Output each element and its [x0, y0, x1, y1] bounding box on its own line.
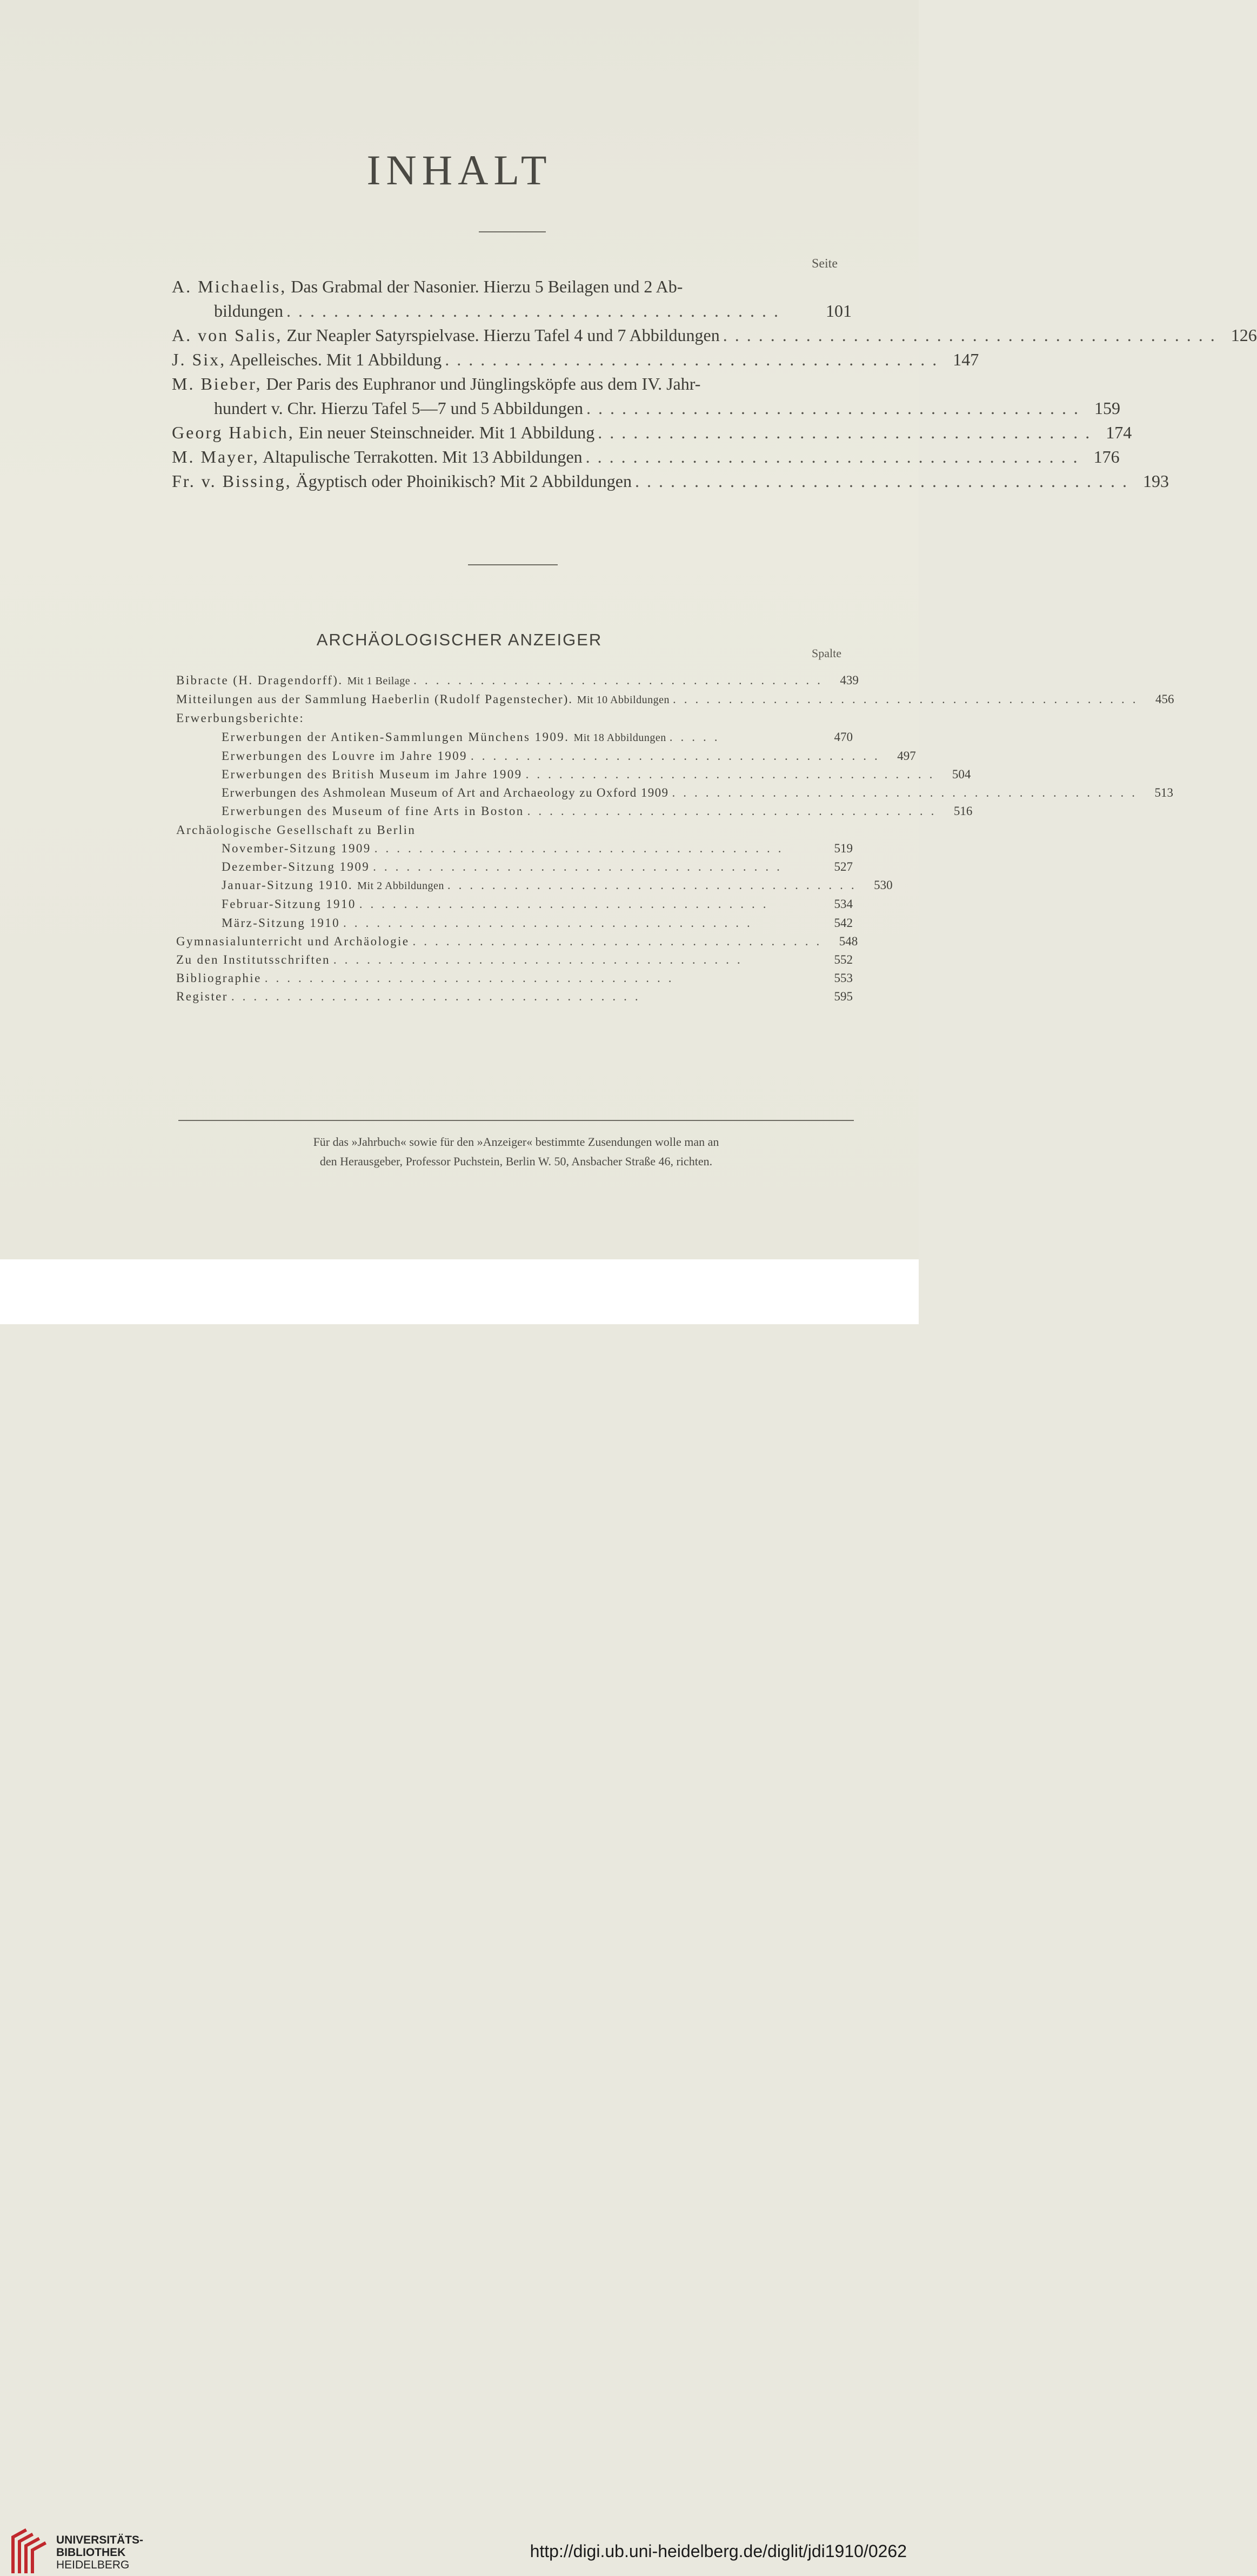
anzeiger-entry: Gymnasialunterricht und Archäologie ..................................... 548: [176, 932, 853, 951]
toc-title: Das Grabmal der Nasonier. Hierzu 5 Beilagen und 2 Ab-: [291, 277, 683, 296]
toc-entry: [172, 445, 1120, 469]
toc-title: Ägyptisch oder Phoinikisch? Mit 2 Abbildungen: [296, 471, 632, 491]
toc-title: Zur Neapler Satyrspielvase. Hierzu Tafel 4 und 7 Abbildungen: [286, 325, 720, 345]
anzeiger-entry: Archäologische Gesellschaft zu Berlin: [176, 823, 416, 837]
toc-page: 176: [1093, 447, 1120, 466]
toc-title: Der Paris des Euphranor und Jünglingsköpfe aus dem IV. Jahr-: [266, 374, 701, 393]
toc-author: J. Six,: [172, 350, 226, 369]
anzeiger-subentry: Erwerbungen des Ashmolean Museum of Art and Archaeology zu Oxford 1909 .......................................... 513: [176, 784, 853, 802]
toc-entry: [172, 421, 1132, 445]
toc-title-cont: bildungen: [214, 301, 283, 321]
leader-dots: .....................................: [413, 673, 828, 687]
heidelberg-library-logo-icon: [9, 2526, 49, 2576]
anzeiger-subentry: Erwerbungen des British Museum im Jahre 1909 ..................................... 504: [176, 765, 853, 784]
leader-dots: ..........................................: [286, 301, 786, 321]
anzeiger-subentry: Januar-Sitzung 1910. Mit 2 Abbildungen ..................................... 530: [176, 876, 853, 895]
section-divider: [468, 564, 558, 565]
toc-author: A. Michaelis,: [172, 277, 287, 296]
anzeiger-entry: Bibracte (H. Dragendorff). Mit 1 Beilage ..................................... 439: [176, 671, 853, 690]
spalte-column-header: Spalte: [812, 646, 841, 660]
library-bar: [0, 1259, 919, 2571]
toc-entry-continuation: [172, 299, 852, 323]
toc-page: 159: [1094, 398, 1120, 418]
leader-dots: .....................................: [264, 971, 680, 985]
toc-title-cont: hundert v. Chr. Hierzu Tafel 5—7 und 5 Abbildungen: [214, 398, 583, 418]
library-name: UNIVERSITÄTS- BIBLIOTHEK HEIDELBERG: [56, 2534, 144, 2571]
anzeiger-entry: Bibliographie ..................................... 553: [176, 969, 853, 987]
anzeiger-subentry: Erwerbungen der Antiken-Sammlungen Münchens 1909. Mit 18 Abbildungen ..... 470: [176, 728, 853, 747]
toc-entry: [172, 372, 852, 396]
toc-author: Fr. v. Bissing,: [172, 471, 292, 491]
leader-dots: ..........................................: [723, 325, 1222, 345]
leader-dots: ..........................................: [672, 786, 1143, 800]
anzeiger-toc: [176, 671, 1174, 1006]
anzeiger-subentry: Erwerbungen des Museum of fine Arts in Boston ..................................... 516: [176, 802, 853, 820]
leader-dots: .....................................: [359, 897, 774, 911]
footer-note: Für das »Jahrbuch« sowie für den »Anzeiger« bestimmte Zusendungen wolle man an den Herausgeber, Professor Puchstein, Berlin W. 50, Ansbacher Straße 46, richten.: [313, 1135, 719, 1168]
toc-author: A. von Salis,: [172, 325, 283, 345]
toc-entry: [172, 275, 852, 299]
leader-dots: .....................................: [373, 860, 788, 874]
leader-dots: ..........................................: [445, 350, 945, 369]
toc-page: 126: [1231, 325, 1257, 345]
anzeiger-subentry: November-Sitzung 1909 ..................................... 519: [176, 839, 853, 858]
anzeiger-subentry: März-Sitzung 1910 ..................................... 542: [176, 914, 853, 932]
anzeiger-subentry: Dezember-Sitzung 1909 ..................................... 527: [176, 858, 853, 876]
leader-dots: ..........................................: [634, 471, 1134, 491]
leader-dots: ..........................................: [585, 447, 1085, 466]
toc-title: Altapulische Terrakotten. Mit 13 Abbildungen: [262, 447, 583, 466]
toc-page: 147: [953, 350, 979, 369]
toc-page: 101: [826, 301, 852, 321]
leader-dots: .....................................: [447, 878, 862, 892]
leader-dots: .....................................: [333, 953, 748, 967]
leader-dots: ..........................................: [672, 692, 1144, 706]
toc-entry: [172, 469, 1169, 493]
anzeiger-entry: Mitteilungen aus der Sammlung Haeberlin (Rudolf Pagenstecher). Mit 10 Abbildungen .......................................... 456: [176, 690, 853, 709]
toc-page: 193: [1142, 471, 1169, 491]
seite-column-header: Seite: [812, 257, 838, 271]
anzeiger-entry: Zu den Institutsschriften ..................................... 552: [176, 951, 853, 969]
leader-dots: .....................................: [231, 990, 646, 1004]
toc-title: Apelleisches. Mit 1 Abbildung: [229, 350, 442, 369]
toc-author: Georg Habich,: [172, 423, 295, 442]
toc-author: M. Mayer,: [172, 447, 259, 466]
footer-rule: [178, 1120, 854, 1121]
scanned-page: [0, 0, 1257, 1259]
anzeiger-entry: Erwerbungsberichte:: [176, 711, 305, 725]
anzeiger-subentry: Erwerbungen des Louvre im Jahre 1909 ..................................... 497: [176, 747, 853, 765]
leader-dots: ..........................................: [586, 398, 1086, 418]
permalink-url[interactable]: http://digi.ub.uni-heidelberg.de/diglit/jdi1910/0262: [530, 2541, 907, 2561]
toc-page: 174: [1106, 423, 1132, 442]
toc-entry: [172, 348, 979, 372]
leader-dots: .....................................: [527, 804, 942, 818]
anzeiger-subentry: Februar-Sitzung 1910 ..................................... 534: [176, 895, 853, 913]
leader-dots: .....................................: [343, 916, 758, 930]
leader-dots: .....................................: [470, 749, 886, 763]
leader-dots: ..........................................: [598, 423, 1098, 442]
title-divider: [479, 231, 546, 232]
main-toc: [172, 275, 1257, 493]
leader-dots: .....: [669, 730, 726, 744]
toc-entry: [172, 323, 1257, 348]
page-title: INHALT: [366, 146, 552, 193]
toc-entry-continuation: [172, 396, 1120, 421]
leader-dots: .....................................: [412, 934, 828, 948]
toc-author: M. Bieber,: [172, 374, 262, 393]
leader-dots: .....................................: [374, 841, 790, 855]
leader-dots: .....................................: [525, 768, 941, 782]
toc-title: Ein neuer Steinschneider. Mit 1 Abbildung: [298, 423, 595, 442]
anzeiger-entry: Register ..................................... 595: [176, 987, 853, 1006]
anzeiger-title: ARCHÄOLOGISCHER ANZEIGER: [316, 630, 603, 649]
